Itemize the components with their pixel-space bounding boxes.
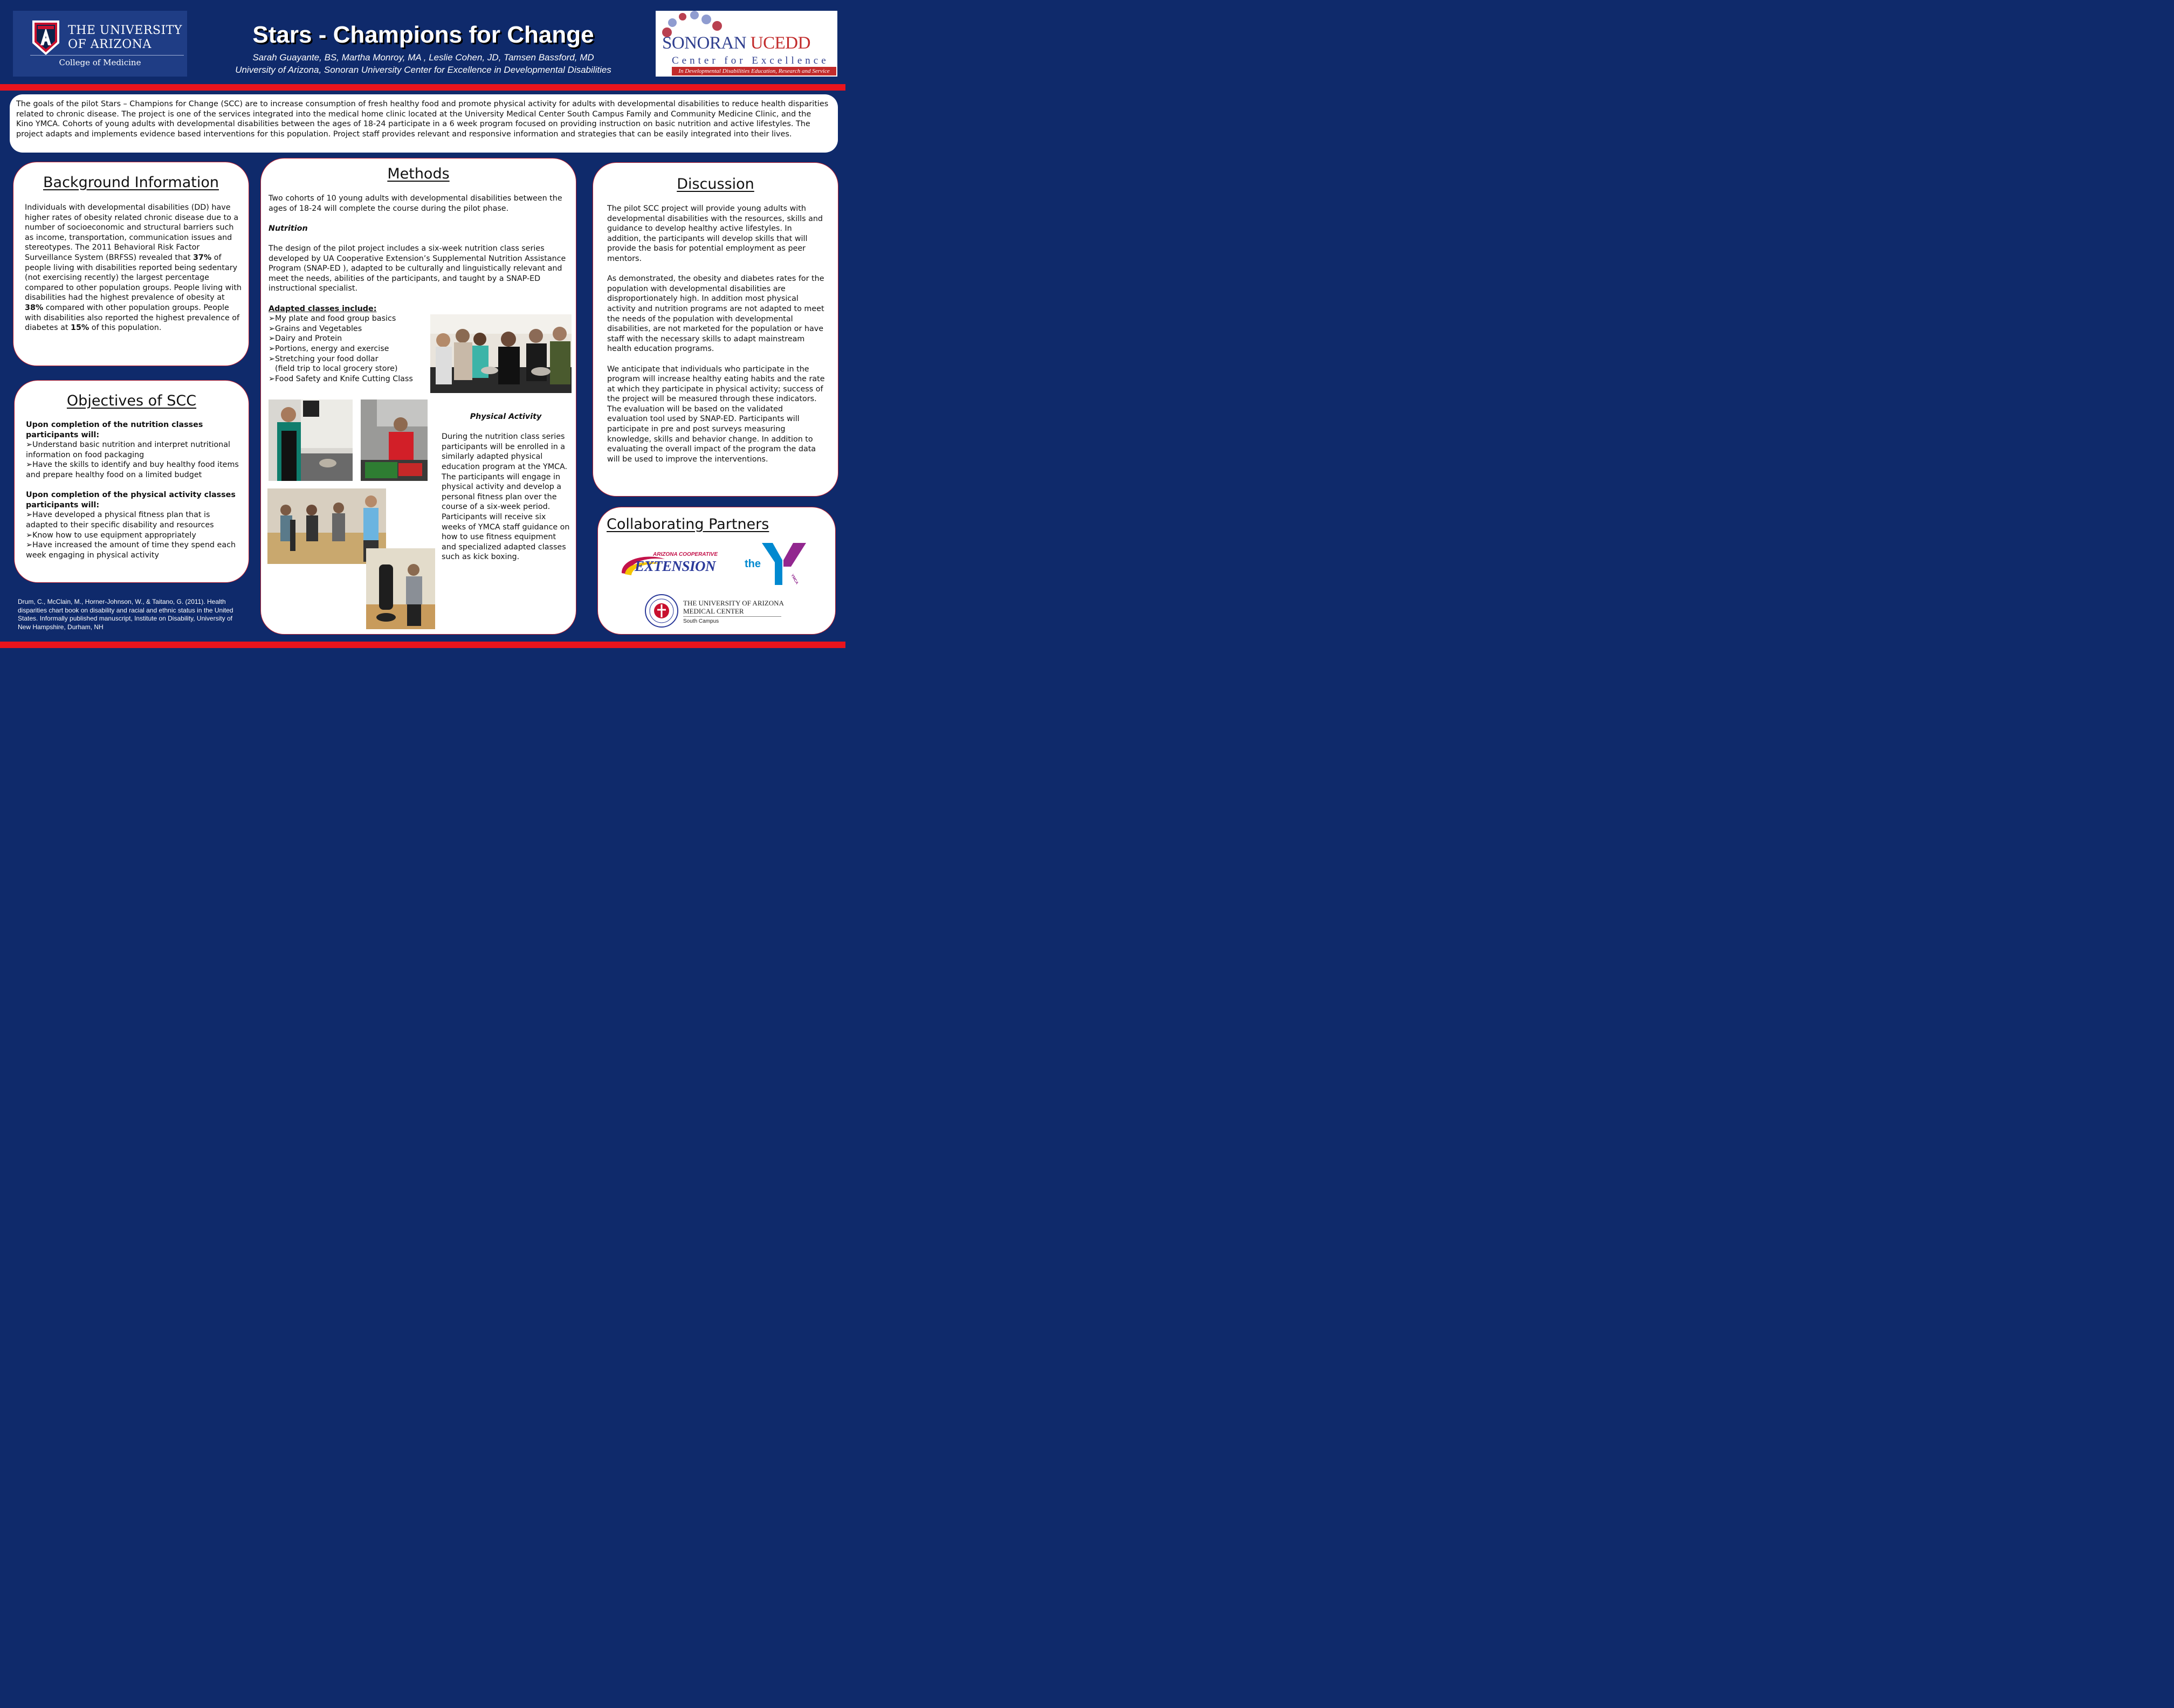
poster-title: Stars - Champions for Change [252, 22, 594, 48]
class-item: ➢Food Safety and Knife Cutting Class [269, 374, 413, 383]
ymca-y-icon [760, 539, 808, 587]
umc-sub: South Campus [683, 618, 719, 624]
background-text [25, 203, 242, 333]
background-text-1: Individuals with developmental disabilities (DD) have higher rates of obesity related chronic disease due to a number of socioeconomic and structural barriers such as income, transportation, communication issues and stereotypes. The 2011 Behavioral Risk Factor Surveillance System (BRFSS) revealed that [25, 203, 239, 262]
physical-activity-heading: Physical Activity [470, 412, 542, 421]
discussion-panel [593, 162, 838, 497]
activity-objective-item: ➢Have increased the amount of time they spend each week engaging in physical activity [26, 541, 236, 560]
background-text-3: compared with other population groups. People with disabilities also reported the highest prevalence of diabetes at [25, 303, 240, 333]
sonoran-word: SONORAN [662, 33, 751, 53]
class-label: Dairy and Protein [274, 334, 342, 343]
references: Drum, C., McClain, M., Horner-Johnson, W., & Taitano, G. (2011). Health disparities chart book on disability and racial and ethnic status in the United States. Informally published manuscript, Institute on Disability, University of New Hampshire, Durham, NH [18, 598, 233, 631]
methods-intro: Two cohorts of 10 young adults with developmental disabilities between the ages of 18-24 will complete the course during the pilot phase. [269, 194, 562, 213]
sonoran-ucedd-logo [656, 11, 837, 77]
classes-heading: Adapted classes include: [269, 304, 377, 313]
background-text-2: of people living with disabilities reported being sedentary (not exercising recently) the largest percentage compared to other population groups. People living with disabilities had the highest prevalence of obesity at [25, 253, 242, 302]
umc-name [683, 599, 784, 615]
class-item: ➢Portions, energy and exercise [269, 344, 389, 353]
nutrition-objective-item: ➢Have the skills to identify and buy healthy food items and prepare healthy food on a limited budget [26, 460, 239, 479]
arizona-extension-logo [618, 552, 737, 578]
physical-activity-text: During the nutrition class series participants will be enrolled in a similarly adapted physical education program at the YMCA. The participants will engage in physical activity and develop a personal fitness plan over the course of a six-week period. Participants will receive six weeks of YMCA staff guidance on how to use fitness equipment and specialized adapted classes such as kick boxing. [442, 432, 570, 562]
umc-name-line-1: THE UNIVERSITY OF ARIZONA [683, 599, 784, 607]
ymca-logo [745, 539, 809, 587]
class-label: Grains and Vegetables [274, 324, 362, 333]
ucedd-word: UCEDD [750, 33, 810, 53]
umc-seal-icon [644, 594, 679, 628]
ymca-small-text: YMCA [790, 573, 799, 586]
methods-title: Methods [387, 166, 450, 182]
discussion-paragraph: We anticipate that individuals who participate in the program will increase healthy eating habits and the rate at which they participate in physical activity; success of the project will be measured through these indicators. The evaluation will be based on the validated evaluation tool used by SNAP-ED. Participants will participate in pre and post surveys measuring knowledge, skills and behavior change. In addition to evaluating the overall impact of the program the data will be used to improve the interventions. [607, 364, 825, 464]
knife-cutting-photo [361, 400, 428, 481]
umc-south-campus-logo [644, 594, 822, 628]
objectives-panel [14, 380, 249, 583]
objectives-title: Objectives of SCC [66, 392, 197, 409]
class-item: ➢Dairy and Protein [269, 334, 342, 343]
objectives-body [26, 420, 242, 560]
nutrition-objective-text: Understand basic nutrition and interpret nutritional information on food packaging [26, 440, 230, 459]
sonoran-name [662, 33, 810, 53]
affiliation: University of Arizona, Sonoran University Center for Excellence in Developmental Disabilities [235, 65, 611, 75]
arizona-a-shield-icon [30, 18, 61, 57]
activity-objectives-heading: Upon completion of the physical activity classes participants will: [26, 491, 236, 509]
extension-name: EXTENSION [635, 558, 716, 574]
nutrition-text: The design of the pilot project includes a six-week nutrition class series developed by UA Cooperative Extension’s Supplemental Nutrition Assistance Program (SNAP-ED ), adapted to be culturally and linguistically relevant and meet the needs, abilities of the participants, and taught by a SNAP-ED instructional specialist. [269, 244, 566, 293]
background-text-4: of this population. [89, 323, 162, 333]
background-panel [13, 162, 249, 366]
kitchen-sink-photo [269, 400, 353, 481]
activity-objective-text: Know how to use equipment appropriately [32, 531, 196, 540]
umc-divider [683, 616, 781, 617]
class-label: Portions, energy and exercise [274, 344, 389, 353]
intro-text: The goals of the pilot Stars – Champions for Change (SCC) are to increase consumption of fresh healthy food and promote physical activity for adults with developmental disabilities to reduce health disparities related to chronic disease. The project is one of the services integrated into the medical home clinic located at the University Medical Center South Campus Family and Community Medicine Clinic, and the Kino YMCA. Cohorts of young adults with developmental disabilities between the ages of 18-24 participate in a 6 week program focused on providing instruction on basic nutrition and active lifestyles. The project adapts and implements evidence based interventions for this population. Project staff provides relevant and responsive information and strategies that can be easily integrated into their lives. [16, 100, 829, 139]
footer-red-bar [0, 642, 845, 648]
partners-panel [597, 507, 836, 635]
authors: Sarah Guayante, BS, Martha Monroy, MA , Leslie Cohen, JD, Tamsen Bassford, MD [252, 52, 594, 63]
methods-panel [260, 158, 576, 635]
university-name: THE UNIVERSITY OF ARIZONA [68, 24, 182, 51]
obesity-stat: 38% [25, 303, 44, 312]
umc-name-line-2: MEDICAL CENTER [683, 607, 744, 615]
extension-top-text: ARIZONA COOPERATIVE [653, 552, 718, 557]
discussion-paragraph: The pilot SCC project will provide young adults with developmental disabilities with the resources, skills and guidance to develop healthy active lifestyles. In addition, the participants will develop skills that will provide the basis for potential employment as peer mentors. [607, 204, 823, 263]
author-block [194, 51, 652, 76]
activity-objective-text: Have developed a physical fitness plan that is adapted to their specific disability and resources [26, 511, 214, 529]
discussion-body [607, 204, 825, 464]
cooking-class-photo [430, 314, 572, 393]
physical-activity-section [442, 412, 570, 562]
header-red-bar [0, 84, 845, 91]
punching-bag-photo [366, 548, 435, 629]
nutrition-objective-text: Have the skills to identify and buy healthy food items and prepare healthy food on a limited budget [26, 460, 239, 479]
diabetes-stat: 15% [71, 323, 90, 333]
nutrition-heading: Nutrition [269, 224, 308, 233]
class-label: Stretching your food dollar [274, 354, 379, 363]
activity-objective-text: Have increased the amount of time they spend each week engaging in physical activity [26, 541, 236, 560]
class-item: ➢Stretching your food dollar [269, 354, 379, 363]
sonoran-subtitle: Center for Excellence [672, 55, 829, 66]
intro-panel [10, 94, 838, 153]
college-name: College of Medicine [59, 58, 141, 67]
class-note: (field trip to local grocery store) [275, 364, 398, 374]
sedentary-stat: 37% [192, 253, 212, 262]
nutrition-objectives-heading: Upon completion of the nutrition classes participants will: [26, 421, 203, 439]
activity-objective-item: ➢Know how to use equipment appropriately [26, 531, 196, 540]
class-label: My plate and food group basics [274, 314, 396, 323]
background-title: Background Information [43, 174, 219, 191]
partners-title: Collaborating Partners [607, 516, 769, 533]
class-item: ➢Grains and Vegetables [269, 324, 362, 333]
sonoran-tagline: In Developmental Disabilities Education, Research and Service [672, 67, 836, 75]
class-item: ➢My plate and food group basics [269, 314, 396, 323]
university-of-arizona-logo [13, 11, 187, 77]
ymca-the-text: the [745, 558, 761, 570]
discussion-title: Discussion [677, 176, 754, 192]
discussion-paragraph: As demonstrated, the obesity and diabetes rates for the population with developmental disabilities are disproportionately high. In addition most physical activity and nutrition programs are not adapted to meet the needs of the population with developmental disabilities, are not marketed for the population or have staff with the necessary skills to adapt mainstream health education programs. [607, 274, 824, 354]
class-label: Food Safety and Knife Cutting Class [274, 374, 413, 383]
logo-divider [30, 55, 184, 56]
activity-objective-item: ➢Have developed a physical fitness plan that is adapted to their specific disability and resources [26, 511, 214, 529]
nutrition-objective-item: ➢Understand basic nutrition and interpret nutritional information on food packaging [26, 440, 230, 459]
